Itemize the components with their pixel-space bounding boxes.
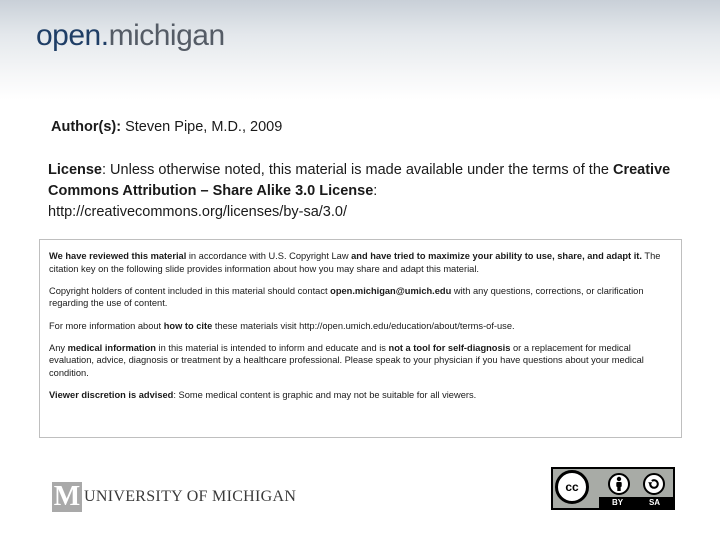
cc-sa-label: SA: [648, 498, 661, 507]
license-cc-name: Creative Commons Attribution – Share Alike 3.0 License: [48, 162, 671, 199]
notice-reviewed-text-b: The citation key on the following slide provides information about how you may share and adapt this material.: [49, 251, 661, 274]
cc-labels: [599, 497, 673, 508]
notice-reviewed-bold-2: and have tried to maximize your ability to use, share, and adapt it.: [351, 251, 642, 261]
license-text-2: :: [373, 183, 378, 199]
license-block: [48, 160, 688, 223]
notice-medical-bold-2: not a tool for self-diagnosis: [388, 342, 511, 353]
share-alike-icon: [643, 473, 665, 495]
license-label: License: [48, 162, 102, 178]
license-url[interactable]: http://creativecommons.org/licenses/by-sa/3.0/: [48, 204, 347, 220]
notice-reviewed-bold: We have reviewed this material: [49, 251, 187, 261]
notice-discretion-text: : Some medical content is graphic and may not be suitable for all viewers.: [173, 390, 477, 401]
cc-badge-inner: [553, 469, 673, 508]
cc-icon-row: [601, 471, 671, 496]
cc-by-label: BY: [611, 498, 624, 507]
notice-copyright-text-a: Copyright holders of content included in this material should contact: [49, 285, 331, 296]
cc-logo-icon: cc: [555, 470, 589, 504]
license-text-1: : Unless otherwise noted, this material is made available under the terms of the: [102, 162, 613, 178]
notice-medical-text-a: Any: [49, 342, 68, 353]
notice-medical-text-c: or a replacement for medical evaluation, advice, diagnosis or treatment by a healthcare professional. Please speak to your physician if you have questions about your medical condition.: [49, 342, 644, 378]
logo-open-text: open: [36, 19, 101, 52]
logo-michigan-text: michigan: [108, 19, 225, 52]
logo-dot: .: [100, 19, 109, 52]
notice-copyright-text-b: with any questions, corrections, or clarification regarding the use of content.: [49, 285, 644, 309]
notice-reviewed: [49, 250, 673, 275]
notice-copyright: [49, 285, 673, 310]
notice-cite-text-b: these materials visit http://open.umich.edu/education/about/terms-of-use.: [212, 320, 515, 331]
notice-box: [39, 239, 682, 438]
notice-cite-bold: how to cite: [163, 320, 213, 331]
open-michigan-logo: [36, 14, 225, 58]
person-icon: [608, 473, 630, 495]
notice-medical-bold: medical information: [67, 342, 156, 353]
notice-reviewed-text-a: in accordance with U.S. Copyright Law: [186, 251, 352, 261]
author-value: Steven Pipe, M.D., 2009: [121, 119, 283, 135]
block-m-icon: M: [53, 481, 81, 512]
author-line: [51, 119, 282, 135]
notice-discretion: [49, 389, 673, 402]
author-label: Author(s):: [51, 119, 122, 135]
notice-discretion-bold: Viewer discretion is advised: [49, 390, 174, 401]
notice-cite: [49, 320, 673, 333]
cc-by-sa-badge[interactable]: [551, 467, 675, 510]
notice-cite-text-a: For more information about: [49, 320, 164, 331]
notice-medical-text-b: in this material is intended to inform and educate and is: [155, 342, 389, 353]
notice-medical: [49, 342, 673, 380]
notice-contact-email[interactable]: open.michigan@umich.edu: [330, 285, 452, 296]
university-of-michigan-logo: [52, 480, 296, 514]
university-name: UNIVERSITY OF MICHIGAN: [84, 488, 297, 505]
